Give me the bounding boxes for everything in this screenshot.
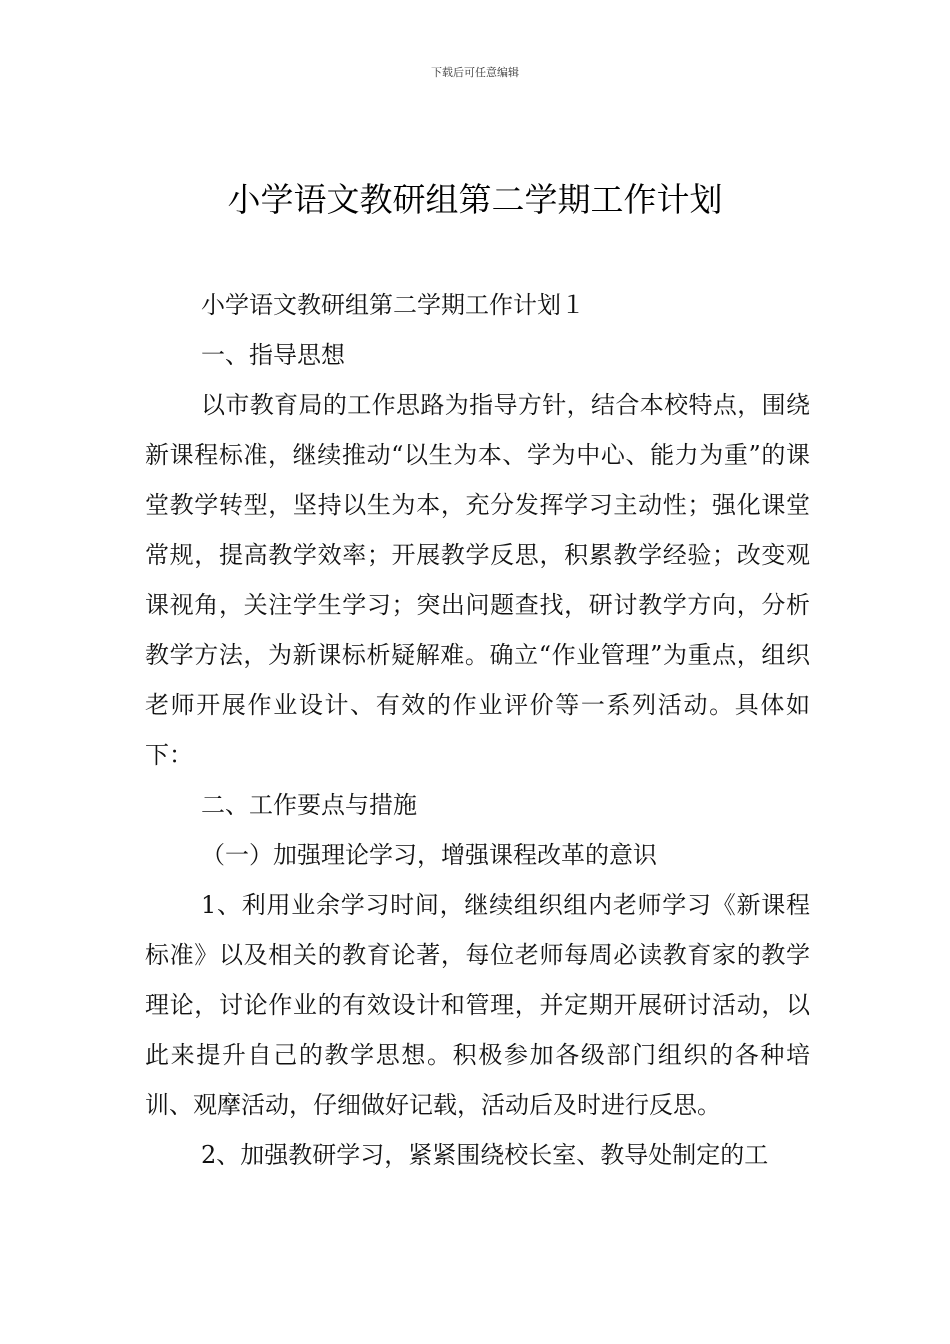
paragraph-guiding-ideology: 以市教育局的工作思路为指导方针，结合本校特点，围绕新课程标准，继续推动“以生为本、学为中心、能力为重”的课堂教学转型，坚持以生为本，充分发挥学习主动性；强化课堂常规，提高教学效率；开展教学反思，积累教学经验；改变观课视角，关注学生学习；突出问题查找，研讨教学方向，分析教学方法，为新课标析疑解难。确立“作业管理”为重点，组织老师开展作业设计、有效的作业评价等一系列活动。具体如下：: [145, 391, 810, 769]
document-title: 小学语文教研组第二学期工作计划: [227, 180, 723, 219]
header-note: 下载后可任意编辑: [431, 66, 519, 79]
document-subtitle: 小学语文教研组第二学期工作计划１: [201, 291, 585, 319]
section-heading-guiding-ideology: 一、指导思想: [201, 341, 345, 369]
subsection-heading-theory-study: （一）加强理论学习，增强课程改革的意识: [201, 841, 657, 869]
document-body: [145, 280, 810, 1180]
paragraph-item-1: 1、利用业余学习时间，继续组织组内老师学习《新课程标准》以及相关的教育论著，每位老师每周必读教育家的教学理论，讨论作业的有效设计和管理，并定期开展研讨活动，以此来提升自己的教学思想。积极参加各级部门组织的各种培训、观摩活动，仔细做好记载，活动后及时进行反思。: [145, 891, 810, 1119]
paragraph-item-2: 2、加强教研学习，紧紧围绕校长室、教导处制定的工: [201, 1141, 769, 1169]
section-heading-work-points: 二、工作要点与措施: [201, 791, 417, 819]
